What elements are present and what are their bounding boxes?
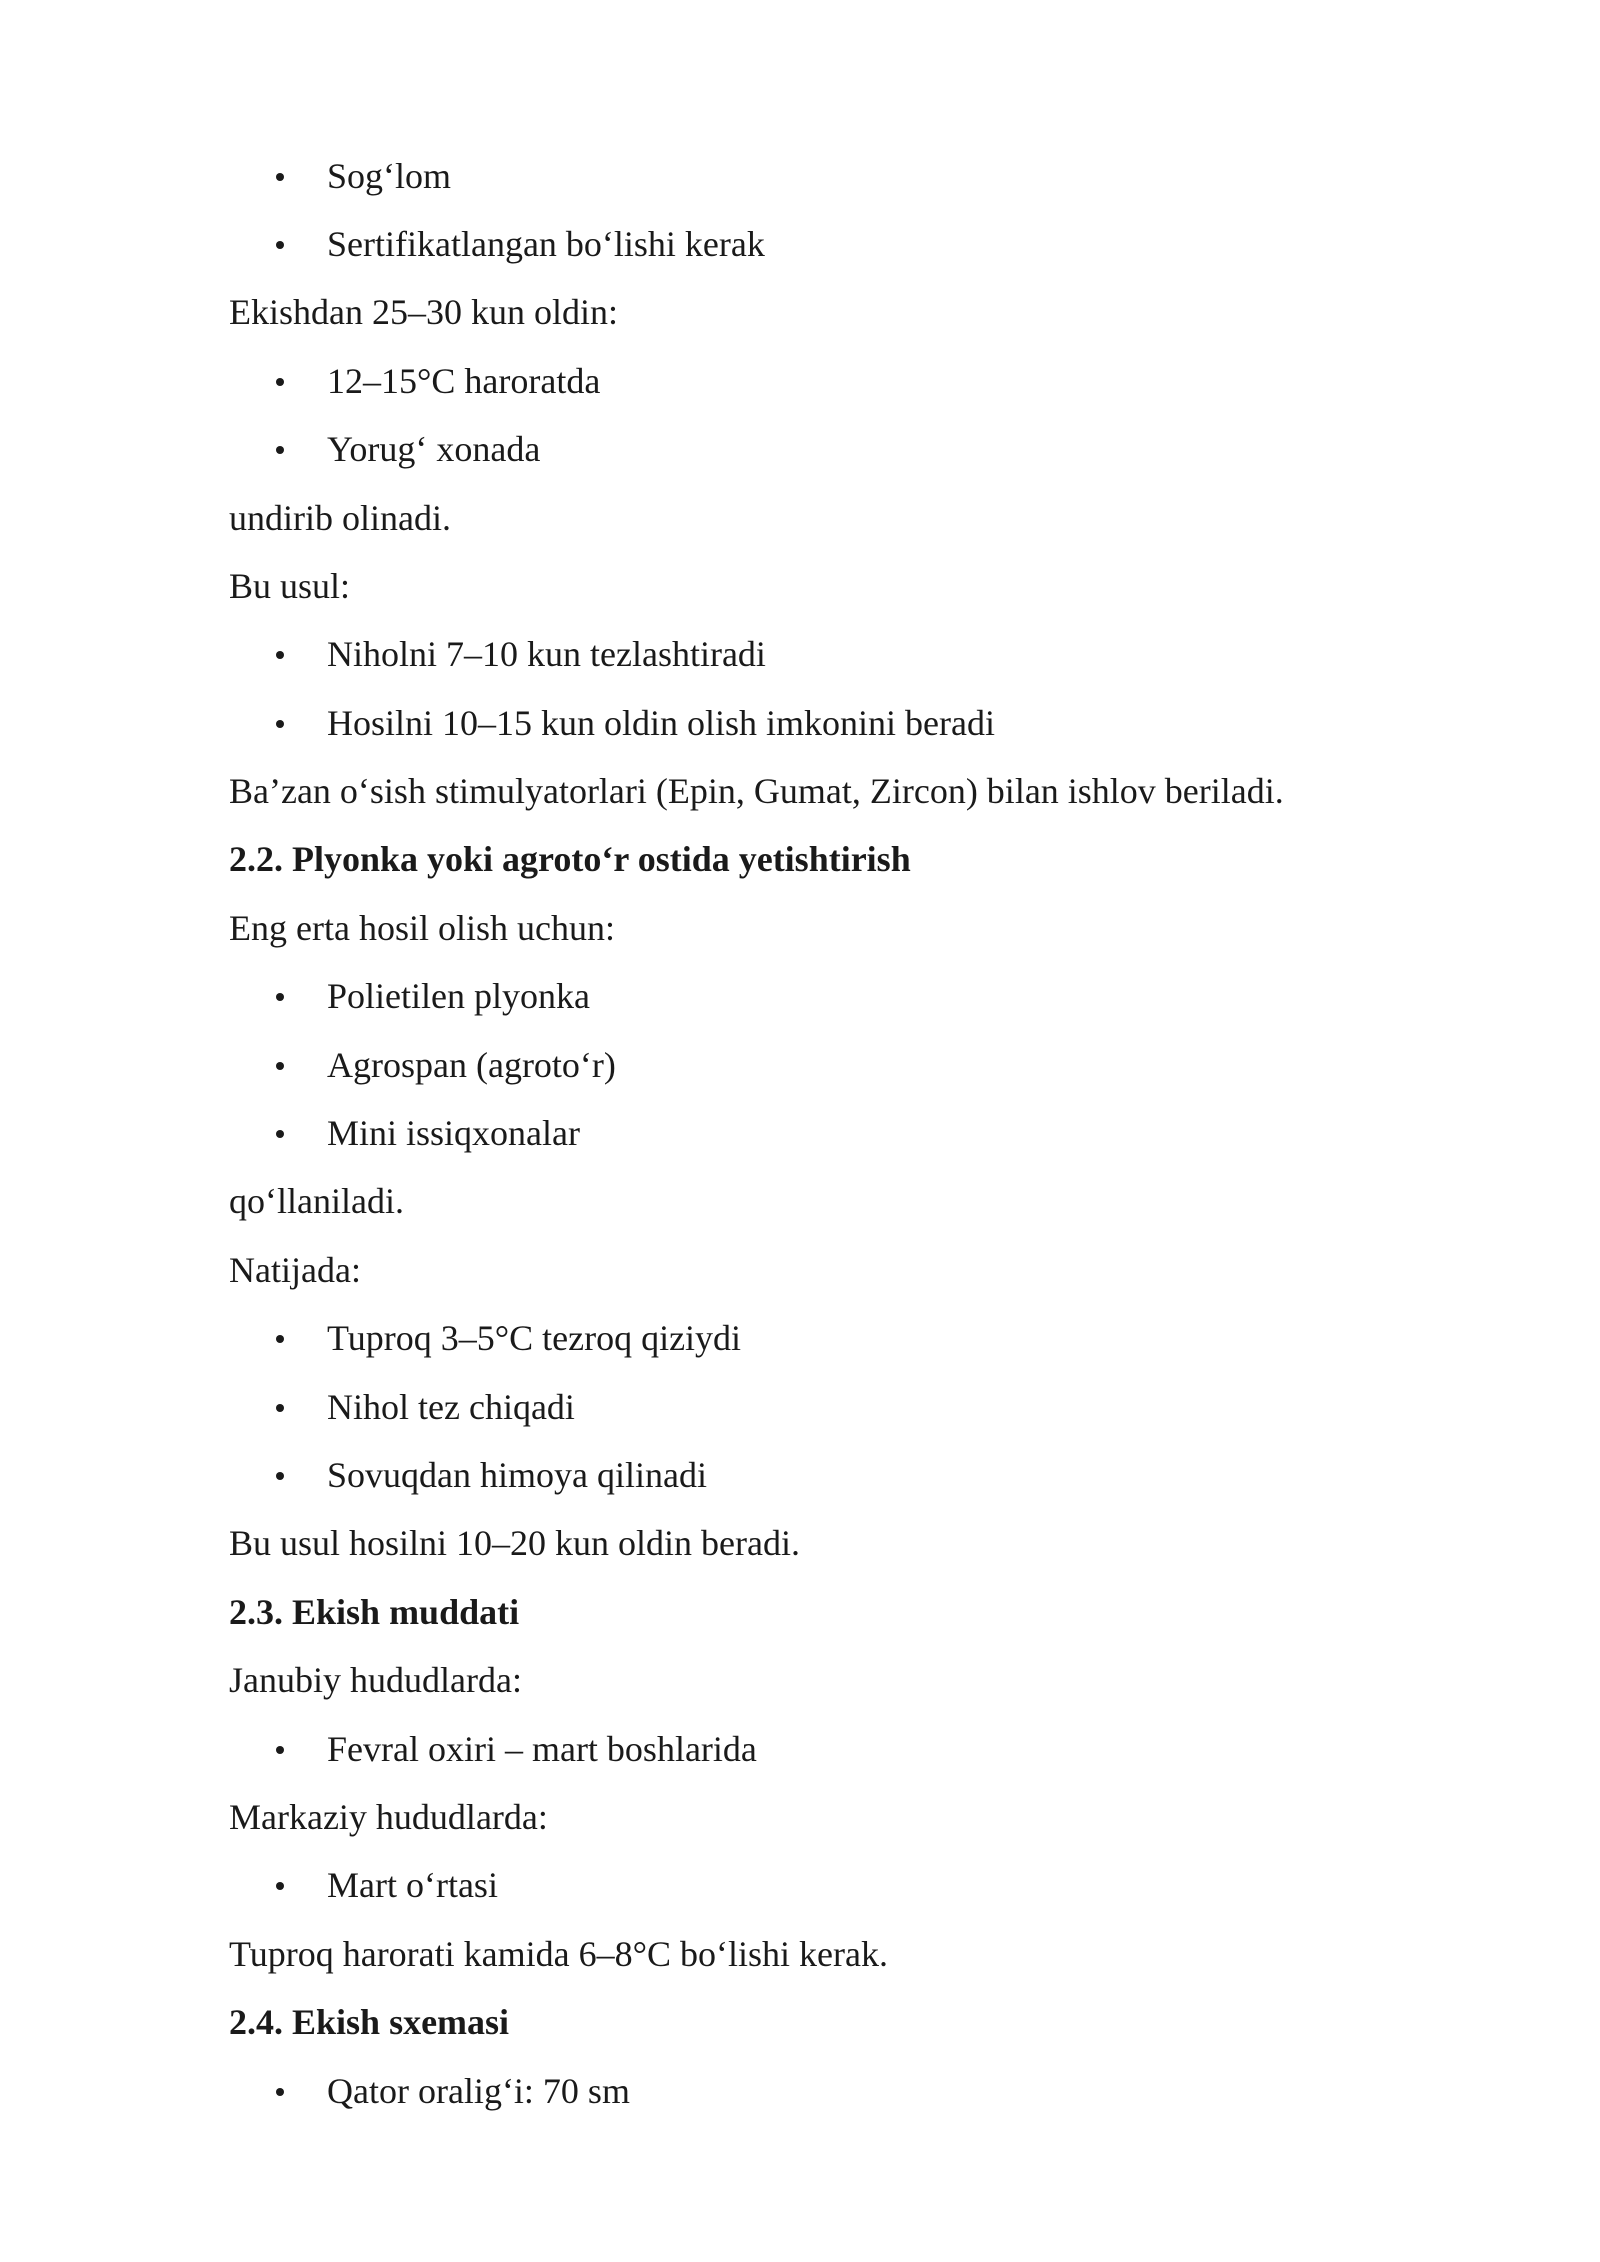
bullet-icon (276, 2088, 284, 2096)
document-page: Sog‘lom Sertifikatlangan bo‘lishi kerak Ekishdan 25–30 kun oldin: 12–15°C haroratda Yorug‘ xonada undirib olinadi. Bu usul: Niholni 7–10 kun tezlashtiradi Hosilni 10–15 kun oldin olish imkonini beradi Ba’zan o‘sish stimulyatorlari (Epin, Gumat, Zircon) bilan ishlov beriladi. 2.2. Plyonka yoki agroto‘r ostida yetishtirish Eng erta hosil olish uchun: Polietilen plyonka Agrospan (agroto‘r) Mini issiqxonalar qo‘llaniladi. Natijada: Tuproq 3–5°C tezroq qiziydi Nihol tez chiqadi Sovuqdan himoya qilinadi Bu usul hosilni 10–20 kun oldin beradi. 2.3. Ekish muddati Janubiy hududlarda: Fevral oxiri – mart boshlarida Markaziy hududlarda: Mart o‘rtasi Tuproq harorati kamida 6–8°C bo‘lishi kerak. 2.4. Ekish sxemasi Qator oralig‘i: 70 sm (229, 156, 1284, 2111)
bullet-icon (276, 720, 284, 728)
bullet-icon (276, 1472, 284, 1480)
paragraph: Ba’zan o‘sish stimulyatorlari (Epin, Gumat, Zircon) bilan ishlov beriladi. (229, 771, 1284, 811)
bullet-icon (276, 1746, 284, 1754)
bullet-icon (276, 1882, 284, 1890)
paragraph: Tuproq harorati kamida 6–8°C bo‘lishi kerak. (229, 1934, 888, 1974)
bullet-icon (276, 1062, 284, 1070)
bullet-icon (276, 241, 284, 249)
paragraph: Janubiy hududlarda: (229, 1660, 522, 1700)
section-heading: 2.2. Plyonka yoki agroto‘r ostida yetishtirish (229, 839, 911, 879)
paragraph: undirib olinadi. (229, 498, 451, 538)
bullet-icon (276, 1404, 284, 1412)
bullet-icon (276, 378, 284, 386)
paragraph: Ekishdan 25–30 kun oldin: (229, 292, 618, 332)
paragraph: Eng erta hosil olish uchun: (229, 908, 615, 948)
paragraph: Natijada: (229, 1250, 361, 1290)
bullet-icon (276, 1335, 284, 1343)
bullet-icon (276, 651, 284, 659)
bullet-icon (276, 173, 284, 181)
paragraph: Bu usul hosilni 10–20 kun oldin beradi. (229, 1523, 800, 1563)
paragraph: qo‘llaniladi. (229, 1181, 404, 1221)
section-heading: 2.4. Ekish sxemasi (229, 2002, 510, 2042)
bullet-icon (276, 993, 284, 1001)
section-heading: 2.3. Ekish muddati (229, 1592, 520, 1632)
paragraph: Bu usul: (229, 566, 351, 606)
bullet-icon (276, 1130, 284, 1138)
bullet-icon (276, 446, 284, 454)
paragraph: Markaziy hududlarda: (229, 1797, 548, 1837)
